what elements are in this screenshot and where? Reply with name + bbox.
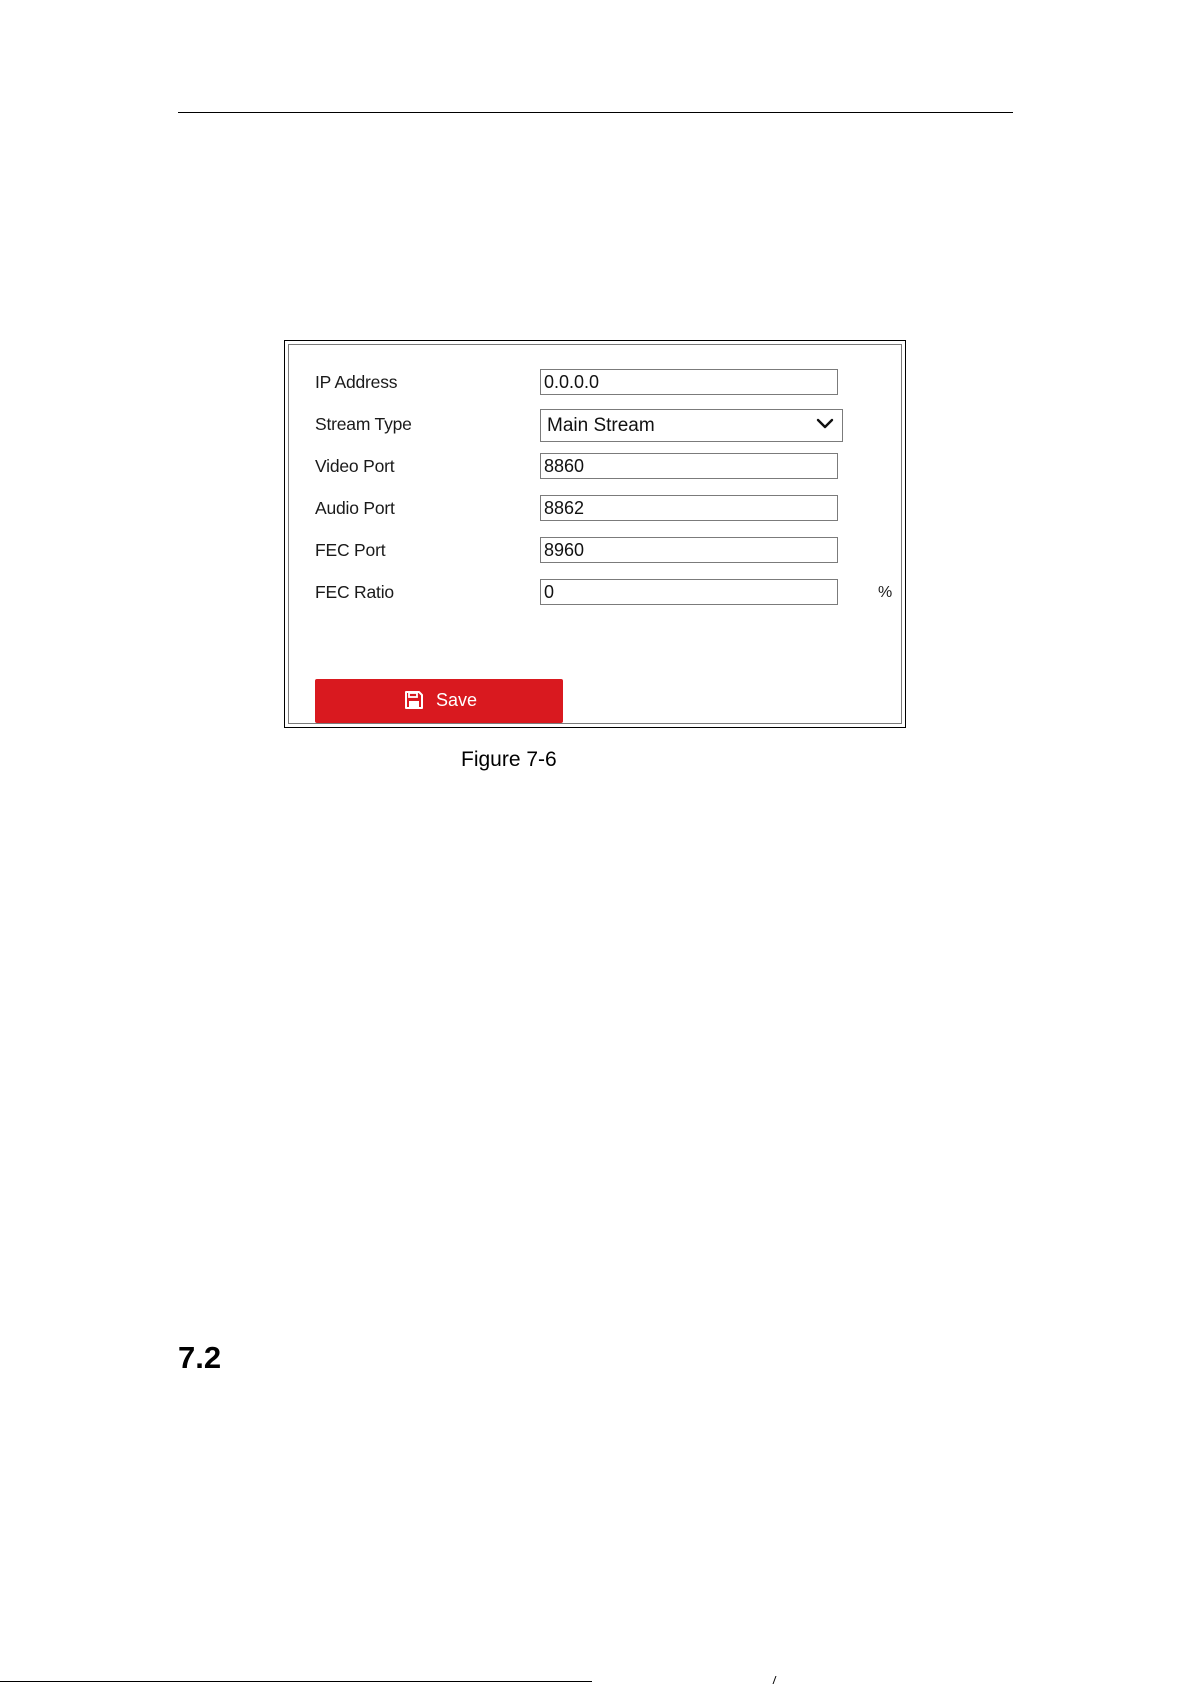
video-port-label: Video Port (315, 456, 395, 476)
chevron-down-icon (816, 418, 834, 430)
section-number: 7.2 (178, 1340, 222, 1375)
floppy-disk-icon (404, 690, 424, 710)
footer-tick (773, 1676, 779, 1684)
multicast-settings-panel (288, 344, 902, 724)
header-rule (178, 112, 1013, 113)
video-port-row (289, 451, 901, 481)
save-button[interactable] (315, 679, 563, 723)
fec-ratio-input[interactable]: 0 (540, 579, 838, 605)
fec-ratio-unit: % (878, 584, 893, 601)
footer-rule (0, 1681, 592, 1682)
fec-ratio-label: FEC Ratio (315, 582, 394, 602)
figure-caption: Figure 7-6 (461, 748, 557, 771)
fec-port-input[interactable]: 8960 (540, 537, 838, 563)
stream-type-row (289, 409, 901, 439)
stream-type-label: Stream Type (315, 414, 412, 434)
stream-type-value: Main Stream (547, 415, 655, 436)
ip-address-row (289, 367, 901, 397)
stream-type-select[interactable] (540, 409, 843, 442)
figure-frame (284, 340, 906, 728)
audio-port-label: Audio Port (315, 498, 395, 518)
video-port-input[interactable]: 8860 (540, 453, 838, 479)
save-button-label: Save (436, 690, 478, 710)
fec-ratio-row (289, 577, 901, 607)
fec-port-row (289, 535, 901, 565)
audio-port-input[interactable]: 8862 (540, 495, 838, 521)
fec-port-label: FEC Port (315, 540, 386, 560)
ip-address-input[interactable]: 0.0.0.0 (540, 369, 838, 395)
ip-address-label: IP Address (315, 372, 398, 392)
audio-port-row (289, 493, 901, 523)
